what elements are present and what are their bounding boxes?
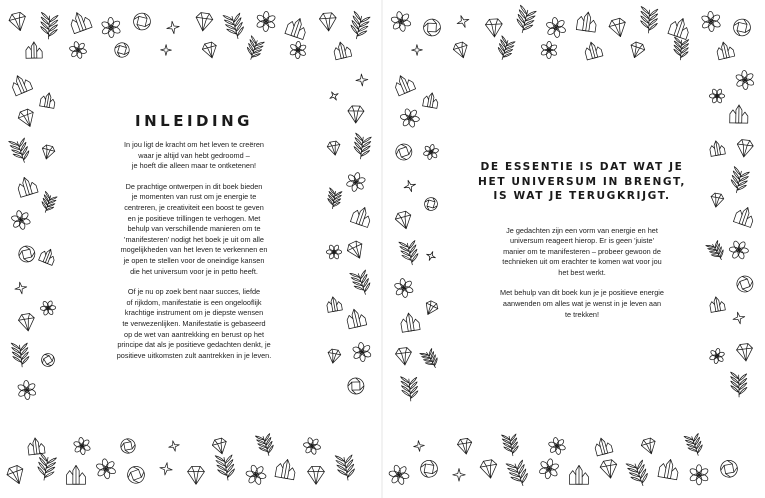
leaf-sprig-icon (640, 6, 658, 33)
gem-icon (457, 438, 474, 455)
gem-icon (394, 142, 414, 162)
text-line: en je positieve trillingen te verhogen. Met (127, 213, 261, 223)
gem-icon (327, 141, 342, 157)
crystal-cluster-icon (570, 465, 589, 484)
gem-icon (736, 139, 754, 158)
crystal-cluster-icon (326, 296, 343, 313)
flower-icon (689, 465, 709, 485)
leaf-sprig-icon (326, 188, 342, 210)
text-line: De prachtige ontwerpen in dit boek bieden (125, 181, 263, 191)
heading-line: DE ESSENTIE IS DAT WAT JE (480, 161, 684, 173)
flower-icon (38, 298, 59, 319)
gem-icon (732, 17, 752, 37)
leaf-sprig-icon (673, 37, 689, 60)
text-line: universum reageert hierop. Er is geen 'juiste' (510, 236, 654, 246)
crystal-cluster-icon (67, 465, 86, 484)
leaf-sprig-icon (731, 372, 747, 397)
crystal-cluster-icon (730, 105, 748, 123)
sparkle-icon (455, 13, 471, 29)
crystal-cluster-icon (39, 247, 58, 266)
crystal-cluster-icon (16, 175, 38, 197)
right-page (383, 0, 765, 498)
flower-icon (706, 86, 727, 107)
gem-icon (348, 378, 364, 394)
flower-icon (256, 11, 277, 32)
leaf-sprig-icon (215, 453, 236, 482)
intro-paragraph-2 (88, 182, 300, 277)
flower-icon (386, 462, 412, 488)
text-line: technieken uit om erachter te komen wat voor jou (502, 257, 662, 267)
crystal-cluster-icon (658, 458, 680, 480)
text-line: 'manifesteren' nodigt het boek je uit om alle (124, 234, 264, 244)
leaf-sprig-icon (420, 347, 441, 371)
flower-icon (67, 39, 89, 61)
text-line: die het universum voor je in petto heeft. (130, 266, 258, 276)
text-line: manier om te manifesteren – probeer gewoon de (503, 246, 661, 256)
right-text-block (475, 160, 689, 330)
crystal-cluster-icon (733, 205, 756, 228)
flower-icon (243, 462, 269, 488)
gem-icon (132, 11, 152, 31)
crystal-cluster-icon (350, 205, 373, 228)
flower-icon (700, 11, 722, 33)
gem-icon (599, 459, 619, 479)
leaf-sprig-icon (399, 239, 420, 267)
gem-icon (308, 466, 325, 484)
flower-icon (16, 380, 37, 401)
gem-icon (326, 349, 341, 365)
leaf-sprig-icon (9, 136, 32, 165)
leaf-sprig-icon (684, 432, 705, 458)
crystal-cluster-icon (400, 312, 421, 333)
gem-icon (485, 19, 503, 38)
sparkle-icon (355, 73, 368, 86)
gem-icon (319, 13, 337, 32)
text-line: of rijkdom, manifestatie is een ongelooflijk (126, 297, 262, 307)
gem-icon (211, 437, 229, 456)
text-line: te verwezenlijken. Manifestatie is gebaseerd (122, 318, 266, 328)
essence-heading (475, 160, 689, 204)
text-line: krachtige instrument om je diepste wensen (124, 308, 264, 318)
leaf-sprig-icon (223, 11, 246, 41)
heading-line: IS WAT JE TERUGKRIJGT. (493, 190, 671, 202)
gem-icon (419, 459, 438, 478)
intro-paragraph-3 (88, 287, 300, 361)
flower-icon (537, 457, 560, 480)
leaf-sprig-icon (729, 167, 750, 195)
text-line: te trekken! (564, 309, 600, 319)
flower-icon (544, 16, 567, 39)
leaf-sprig-icon (495, 36, 515, 62)
gem-icon (8, 11, 29, 32)
flower-icon (540, 41, 558, 59)
text-line: principe dat als je positieve gedachten denkt, je (117, 340, 271, 350)
page-title: INLEIDING (135, 112, 253, 130)
crystal-cluster-icon (27, 437, 45, 455)
gem-icon (201, 41, 219, 60)
crystal-cluster-icon (26, 42, 42, 58)
crystal-cluster-icon (593, 436, 613, 456)
flower-icon (389, 9, 413, 33)
gem-icon (113, 41, 131, 59)
flower-icon (726, 237, 752, 263)
leaf-sprig-icon (348, 11, 370, 40)
text-line: je open te stellen voor de oneindige kansen (123, 255, 265, 265)
text-line: Of je nu op zoek bent naar succes, liefde (127, 287, 261, 297)
gem-icon (5, 464, 27, 487)
crystal-cluster-icon (332, 40, 351, 59)
crystal-cluster-icon (668, 15, 692, 39)
gem-icon (423, 19, 441, 37)
gem-icon (452, 41, 470, 60)
flower-icon (9, 208, 33, 232)
sparkle-icon (161, 45, 172, 56)
gem-icon (719, 459, 738, 478)
gem-icon (345, 239, 367, 261)
flower-icon (393, 277, 416, 300)
heading-line: HET UNIVERSUM IN BRENGT, (478, 175, 686, 188)
crystal-cluster-icon (285, 15, 309, 39)
text-line: je hoeft die alleen maar te ontketenen! (131, 161, 257, 171)
sparkle-icon (168, 440, 181, 453)
crystal-cluster-icon (9, 72, 33, 96)
leaf-sprig-icon (36, 453, 57, 482)
text-line: In jou ligt de kracht om het leven te creëren (124, 140, 264, 149)
leaf-sprig-icon (506, 458, 531, 488)
gem-icon (16, 108, 37, 130)
leaf-sprig-icon (255, 432, 275, 458)
crystal-cluster-icon (275, 458, 297, 480)
leaf-sprig-icon (706, 239, 727, 263)
sparkle-icon (402, 179, 417, 194)
crystal-cluster-icon (423, 92, 440, 109)
gem-icon (735, 274, 755, 294)
text-line: je momenten van rust om je energie te (131, 192, 257, 202)
text-line: op de wet van aantrekking en berust op het (124, 329, 264, 339)
leaf-sprig-icon (502, 432, 520, 457)
flower-icon (708, 347, 726, 365)
crystal-cluster-icon (392, 72, 416, 96)
text-line: waar je altijd van hebt gedroomd – (138, 150, 250, 160)
leaf-sprig-icon (244, 36, 265, 62)
gem-icon (39, 351, 56, 368)
text-line: behulp van verschillende manieren om te (127, 224, 261, 234)
gem-icon (640, 437, 658, 456)
flower-icon (547, 436, 568, 457)
flower-icon (289, 41, 307, 59)
crystal-cluster-icon (40, 92, 57, 109)
gem-icon (18, 313, 36, 332)
gem-icon (479, 459, 499, 479)
text-line: positieve uitkomsten zult aantrekken in je leven. (116, 350, 272, 360)
leaf-sprig-icon (514, 5, 537, 35)
gem-icon (736, 343, 754, 362)
flower-icon (344, 170, 367, 193)
sparkle-icon (159, 462, 174, 477)
gem-icon (709, 193, 724, 209)
leaf-sprig-icon (11, 341, 30, 368)
flower-icon (734, 70, 755, 91)
flower-icon (351, 341, 372, 362)
essence-paragraph-1 (475, 226, 689, 279)
crystal-cluster-icon (68, 9, 92, 33)
leaf-sprig-icon (353, 133, 372, 160)
gem-icon (423, 196, 439, 212)
flower-icon (100, 17, 121, 38)
gem-icon (125, 464, 147, 486)
text-line: centreren, je creativiteit een boost te geven (124, 202, 264, 212)
crystal-cluster-icon (709, 296, 726, 313)
sparkle-icon (732, 311, 746, 325)
sparkle-icon (166, 20, 180, 34)
leaf-sprig-icon (350, 268, 373, 297)
gem-icon (394, 210, 414, 231)
crystal-cluster-icon (583, 40, 603, 60)
sparkle-icon (327, 89, 340, 102)
gem-icon (395, 347, 413, 366)
gem-icon (348, 106, 364, 123)
flower-icon (422, 143, 441, 162)
text-line: mogelijkheden van het leven te verkennen en (120, 245, 268, 255)
gem-icon (194, 12, 213, 32)
flower-icon (301, 435, 323, 457)
crystal-cluster-icon (715, 40, 734, 59)
leaf-sprig-icon (335, 453, 356, 482)
crystal-cluster-icon (345, 307, 367, 329)
crystal-cluster-icon (576, 11, 597, 32)
sparkle-icon (425, 250, 437, 262)
text-line: Je gedachten zijn een vorm van energie en het (506, 225, 658, 235)
flower-icon (94, 457, 117, 480)
leaf-sprig-icon (39, 191, 57, 214)
sparkle-icon (412, 45, 423, 56)
gem-icon (17, 244, 36, 263)
text-line: aanwenden om alles wat je wenst in je leven aan (502, 299, 662, 309)
gem-icon (608, 17, 629, 39)
text-line: Met behulp van dit boek kun je je positieve energie (500, 288, 664, 298)
leaf-sprig-icon (401, 375, 419, 401)
crystal-cluster-icon (709, 140, 726, 157)
gem-icon (120, 438, 137, 455)
intro-paragraph-1 (88, 140, 300, 172)
text-line: het best werkt. (558, 267, 606, 277)
flower-icon (323, 242, 344, 263)
gem-icon (628, 41, 647, 60)
leaf-sprig-icon (626, 458, 651, 488)
gem-icon (188, 466, 205, 484)
flower-icon (397, 106, 422, 131)
leaf-sprig-icon (40, 12, 58, 39)
gem-icon (40, 144, 56, 160)
flower-icon (72, 436, 92, 456)
left-text-block (88, 112, 300, 371)
gem-icon (422, 299, 439, 317)
essence-paragraph-2 (475, 288, 689, 320)
sparkle-icon (413, 440, 425, 452)
sparkle-icon (453, 469, 466, 482)
sparkle-icon (14, 281, 28, 295)
left-page (0, 0, 382, 498)
